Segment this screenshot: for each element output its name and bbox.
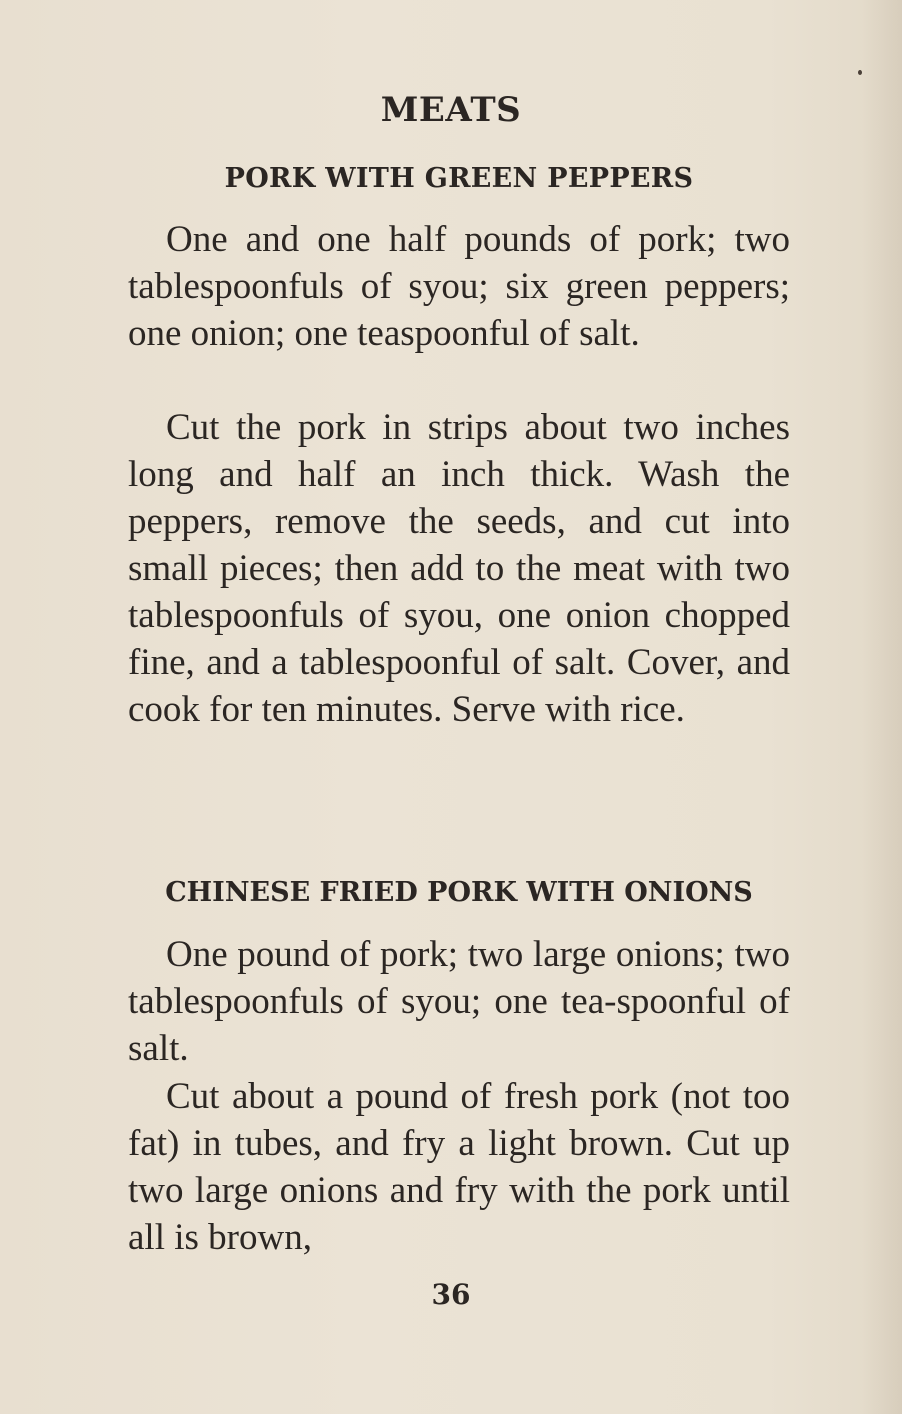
ink-speck	[858, 70, 862, 75]
ingredients-paragraph: One and one half pounds of pork; two tablespoonfuls of syou; six green peppers; one onion; one teaspoonful of salt.	[128, 219, 790, 354]
page-edge-shadow	[862, 0, 902, 1414]
instructions-paragraph: Cut the pork in strips about two inches long and half an inch thick. Wash the peppers, remove the seeds, and cut into small pieces; then add to the meat with two tablespoonfuls of syou, one onion chopped fine, and a tablespoonful of salt. Cover, and cook for ten minutes. Serve with rice.	[128, 407, 790, 730]
recipe-title: CHINESE FRIED PORK WITH ONIONS	[165, 877, 753, 908]
page-number: 36	[431, 1278, 471, 1311]
chapter-title: MEATS	[380, 90, 522, 130]
ingredients-paragraph: One pound of pork; two large onions; two tablespoonfuls of syou; one tea-spoonful of salt.	[128, 934, 790, 1069]
recipe-title: PORK WITH GREEN PEPPERS	[224, 163, 694, 194]
instructions-paragraph: Cut about a pound of fresh pork (not too fat) in tubes, and fry a light brown. Cut up two large onions and fry with the pork until all is brown,	[128, 1076, 790, 1258]
